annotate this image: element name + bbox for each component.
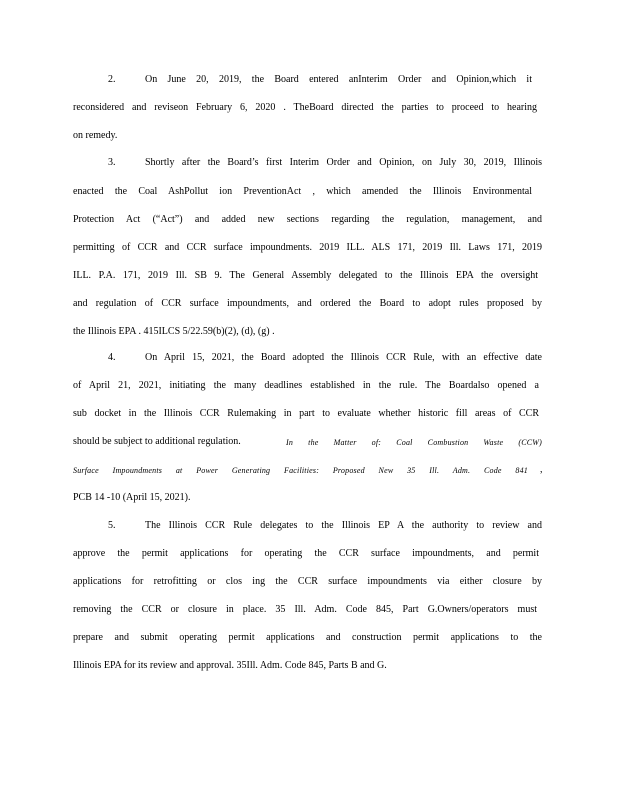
paragraph-line: sub docket in the Illinois CCR Rulemaking in part to evaluate whether historic fill areas of CCR xyxy=(73,408,539,419)
paragraph-line: and regulation of CCR surface impoundments, and ordered the Board to adopt rules proposed by xyxy=(73,298,542,309)
citation-comma: , xyxy=(540,464,543,475)
paragraph-line: prepare and submit operating permit applications and construction permit applications to the xyxy=(73,632,542,643)
case-citation-italic: Surface Impoundments at Power Generating Facilities: Proposed New 35 Ill. Adm. Code 841 xyxy=(73,466,528,475)
paragraph-number: 2. xyxy=(108,74,116,85)
paragraph-line: PCB 14 -10 (April 15, 2021). xyxy=(73,492,191,503)
paragraph-number: 4. xyxy=(108,352,116,363)
paragraph-line: enacted the Coal AshPollut ion PreventionAct , which amended the Illinois Environmental xyxy=(73,186,532,197)
paragraph-line: Protection Act (“Act”) and added new sections regarding the regulation, management, and xyxy=(73,214,542,225)
paragraph-number: 5. xyxy=(108,520,116,531)
paragraph-line: The Illinois CCR Rule delegates to the Illinois EP A the authority to review and xyxy=(145,520,542,531)
paragraph-number: 3. xyxy=(108,157,116,168)
paragraph-line: of April 21, 2021, initiating the many deadlines established in the rule. The Boardalso opened a xyxy=(73,380,539,391)
paragraph-line: Shortly after the Board’s first Interim Order and Opinion, on July 30, 2019, Illinois xyxy=(145,157,542,168)
paragraph-line: permitting of CCR and CCR surface impoundments. 2019 ILL. ALS 171, 2019 Ill. Laws 171, 2019 xyxy=(73,242,542,253)
paragraph-line: removing the CCR or closure in place. 35 Ill. Adm. Code 845, Part G.Owners/operators must xyxy=(73,604,537,615)
paragraph-line: approve the permit applications for operating the CCR surface impoundments, and permit xyxy=(73,548,539,559)
paragraph-line: Illinois EPA for its review and approval. 35Ill. Adm. Code 845, Parts B and G. xyxy=(73,660,387,671)
paragraph-line: ILL. P.A. 171, 2019 Ill. SB 9. The General Assembly delegated to the Illinois EPA the oversight xyxy=(73,270,538,281)
paragraph-line: on remedy. xyxy=(73,130,118,141)
paragraph-line: applications for retrofitting or clos ing the CCR surface impoundments via either closure by xyxy=(73,576,542,587)
paragraph-line: On June 20, 2019, the Board entered anInterim Order and Opinion,which it xyxy=(145,74,532,85)
case-citation-italic: In the Matter of: Coal Combustion Waste (CCW) xyxy=(286,438,542,447)
paragraph-line: On April 15, 2021, the Board adopted the Illinois CCR Rule, with an effective date xyxy=(145,352,542,363)
paragraph-line: should be subject to additional regulation. xyxy=(73,436,241,447)
paragraph-line: reconsidered and reviseon February 6, 2020 . TheBoard directed the parties to proceed to hearing xyxy=(73,102,537,113)
paragraph-line: the Illinois EPA . 415ILCS 5/22.59(b)(2), (d), (g) . xyxy=(73,326,275,337)
